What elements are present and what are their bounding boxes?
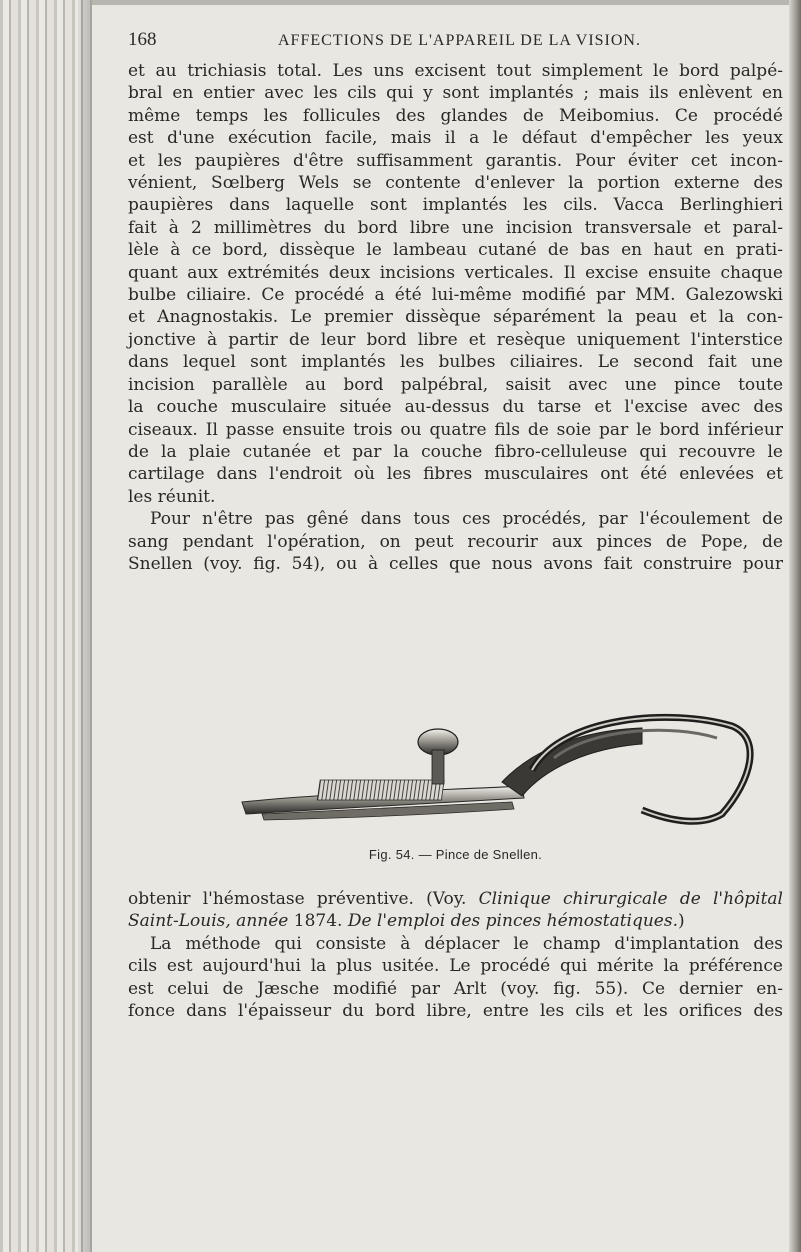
page-right-edge xyxy=(789,0,801,1252)
text-line: est d'une exécution facile, mais il a le défaut d'empêcher les yeux xyxy=(128,128,783,149)
text-line: paupières dans laquelle sont implantés les cils. Vacca Berlinghieri xyxy=(128,195,783,216)
running-header xyxy=(128,29,783,59)
text-line: ciseaux. Il passe ensuite trois ou quatre fils de soie par le bord inférieur xyxy=(128,419,783,440)
forceps-screw-stem xyxy=(432,750,444,784)
paragraph-1 xyxy=(128,60,783,575)
closing-paren: ) xyxy=(678,911,685,932)
paragraph-4 xyxy=(128,933,783,1023)
book-page xyxy=(128,0,783,1252)
text-line: cartilage dans l'endroit où les fibres musculaires ont été enlevées et xyxy=(128,464,783,485)
text-line xyxy=(128,910,783,932)
text-line: les réunit. xyxy=(128,486,216,507)
text-line: vénient, Sœlberg Wels se contente d'enlever la portion externe des xyxy=(128,173,783,194)
forceps-illustration xyxy=(202,710,762,832)
text-line: et les paupières d'être suffisamment garantis. Pour éviter cet incon- xyxy=(128,150,783,171)
text-line: cils est aujourd'hui la plus usitée. Le procédé qui mérite la préférence xyxy=(128,956,783,977)
book-title-italic: Clinique chirurgicale de l'hôpital xyxy=(478,889,783,909)
paragraph-3 xyxy=(128,888,783,933)
text-line: est celui de Jæsche modifié par Arlt (voy. fig. 55). Ce dernier en- xyxy=(128,978,783,999)
text-run: obtenir l'hémostase préventive. (Voy. xyxy=(128,889,467,909)
text-line: lèle à ce bord, dissèque le lambeau cutané de bas en haut en prati- xyxy=(128,240,783,261)
page-number: 168 xyxy=(128,29,157,50)
running-title: AFFECTIONS DE L'APPAREIL DE LA VISION. xyxy=(278,32,641,49)
text-line: incision parallèle au bord palpébral, saisit avec une pince toute xyxy=(128,374,783,395)
text-line: Snellen (voy. fig. 54), ou à celles que nous avons fait construire pour xyxy=(128,553,783,574)
text-line: et Anagnostakis. Le premier dissèque séparément la peau et la con- xyxy=(128,307,783,328)
text-line: quant aux extrémités deux incisions verticales. Il excise ensuite chaque xyxy=(128,262,783,283)
year: 1874. xyxy=(288,911,348,932)
text-line: sang pendant l'opération, on peut recourir aux pinces de Pope, de xyxy=(128,531,783,552)
text-line: fonce dans l'épaisseur du bord libre, entre les cils et les orifices des xyxy=(128,1001,783,1022)
text-line xyxy=(128,888,783,910)
text-line: fait à 2 millimètres du bord libre une incision transversale et paral- xyxy=(128,217,783,238)
text-line: jonctive à partir de leur bord libre et resèque uniquement l'interstice xyxy=(128,329,783,350)
text-line: bulbe ciliaire. Ce procédé a été lui-même modifié par MM. Galezowski xyxy=(128,285,783,306)
figure-caption: Fig. 54. — Pince de Snellen. xyxy=(368,847,543,862)
text-line: Pour n'être pas gêné dans tous ces procédés, par l'écoulement de xyxy=(150,509,783,530)
text-line: et au trichiasis total. Les uns excisent tout simplement le bord palpé- xyxy=(128,61,783,81)
article-title-italic: De l'emploi des pinces hémostatiques. xyxy=(347,911,678,932)
text-line: bral en entier avec les cils qui y sont implantés ; mais ils enlèvent en xyxy=(128,83,783,104)
forceps-grip-ridges xyxy=(317,780,444,800)
text-line: la couche musculaire située au-dessus du tarse et l'excise avec des xyxy=(128,397,783,418)
text-line: La méthode qui consiste à déplacer le champ d'implantation des xyxy=(150,934,783,954)
book-gutter-previous-pages xyxy=(0,0,92,1252)
book-title-italic: Saint-Louis, année xyxy=(128,911,289,932)
text-line: même temps les follicules des glandes de Meibomius. Ce procédé xyxy=(128,105,783,126)
figure-snellen-forceps xyxy=(202,710,762,832)
text-line: dans lequel sont implantés les bulbes ciliaires. Le second fait une xyxy=(128,352,783,373)
text-line: de la plaie cutanée et par la couche fibro-celluleuse qui recouvre le xyxy=(128,441,783,462)
